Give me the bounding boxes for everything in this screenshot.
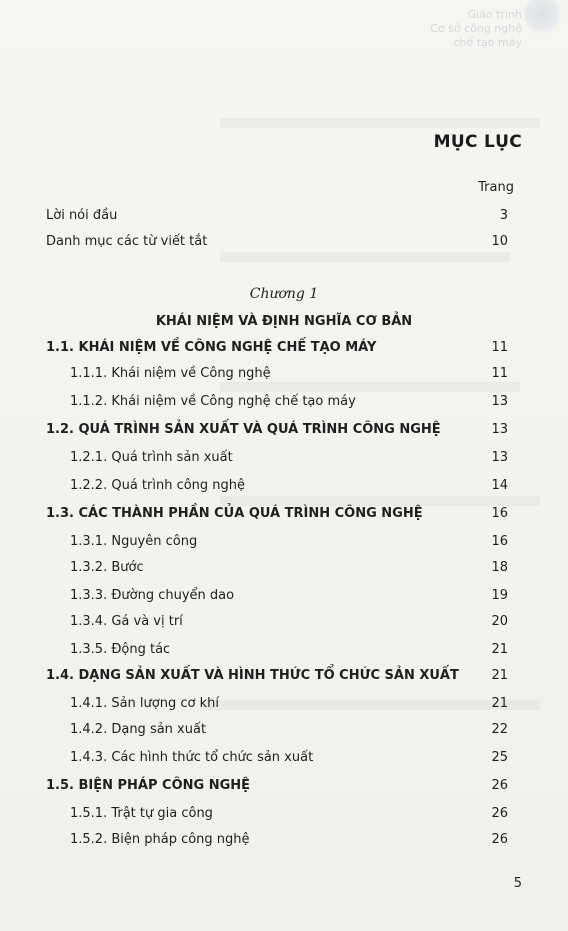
toc-entry-page: 26 [491,832,508,847]
toc-entry-page: 11 [491,340,508,355]
header-line-1: Giáo trình [467,8,522,21]
toc-entry-label: 1.4. DẠNG SẢN XUẤT VÀ HÌNH THỨC TỔ CHỨC SẢN XUẤT [46,668,459,683]
toc-entry-page: 18 [491,560,508,575]
toc-entry-label: 1.1. KHÁI NIỆM VỀ CÔNG NGHỆ CHẾ TẠO MÁY [46,340,377,355]
toc-entry-label: 1.4.3. Các hình thức tổ chức sản xuất [70,750,314,765]
toc-entry[interactable] [46,830,508,850]
toc-entry-label: 1.3. CÁC THÀNH PHẦN CỦA QUÁ TRÌNH CÔNG NGHỆ [46,506,423,521]
toc-entry[interactable] [46,804,508,824]
toc-entry-label: 1.5. BIỆN PHÁP CÔNG NGHỆ [46,778,251,793]
toc-entry-abbreviations[interactable] [46,232,508,252]
toc-entry-page: 11 [491,366,508,381]
toc-entry-label: Lời nói đầu [46,208,118,223]
toc-entry-label: 1.2.2. Quá trình công nghệ [70,478,246,493]
toc-entry[interactable] [46,392,508,412]
toc-entry-page: 22 [491,722,508,737]
toc-entry-page: 26 [491,806,508,821]
toc-entry-label: 1.5.2. Biện pháp công nghệ [70,832,250,847]
toc-entry-label: 1.5.1. Trật tự gia công [70,806,213,821]
bleed-through-line [220,118,540,128]
toc-entry-page: 26 [491,778,508,793]
toc-entry-label: 1.4.2. Dạng sản xuất [70,722,207,737]
toc-entry-page: 21 [491,642,508,657]
toc-entry-label: 1.1.1. Khái niệm về Công nghệ [70,366,271,381]
toc-entry-page: 16 [491,506,508,521]
toc-entry-label: 1.1.2. Khái niệm về Công nghệ chế tạo máy [70,394,356,409]
toc-entry[interactable] [46,532,508,552]
header-watermark [418,0,568,48]
toc-entry-page: 20 [491,614,508,629]
toc-entry-page: 14 [491,478,508,493]
toc-entry-page: 10 [491,234,508,249]
toc-entry[interactable] [46,338,508,358]
toc-entry[interactable] [46,420,508,440]
toc-entry[interactable] [46,694,508,714]
toc-entry-page: 21 [491,668,508,683]
page-column-label: Trang [478,180,514,195]
toc-entry[interactable] [46,448,508,468]
chapter-name: Chương 1 [249,286,319,302]
toc-entry[interactable] [46,364,508,384]
toc-entry[interactable] [46,640,508,660]
toc-entry-label: 1.2. QUÁ TRÌNH SẢN XUẤT VÀ QUÁ TRÌNH CÔNG NGHỆ [46,422,441,437]
toc-entry[interactable] [46,666,508,686]
bleed-through-line [220,252,510,262]
header-line-2: Cơ sở công nghệ chế tạo máy [430,22,522,49]
toc-entry-label: 1.3.1. Nguyên công [70,534,198,549]
toc-entry-label: 1.3.5. Động tác [70,642,171,657]
toc-entry[interactable] [46,558,508,578]
toc-entry-page: 13 [491,422,508,437]
toc-entry-label: 1.3.3. Đường chuyển dao [70,588,235,603]
toc-entry-page: 3 [499,208,508,223]
toc-entry[interactable] [46,776,508,796]
emblem-icon [522,0,562,34]
toc-entry-page: 21 [491,696,508,711]
toc-entry-page: 16 [491,534,508,549]
toc-entry[interactable] [46,748,508,768]
toc-entry-page: 19 [491,588,508,603]
toc-entry-preface[interactable] [46,206,508,226]
toc-entry-page: 13 [491,450,508,465]
toc-entry[interactable] [46,504,508,524]
chapter-title: KHÁI NIỆM VÀ ĐỊNH NGHĨA CƠ BẢN [155,314,413,329]
toc-entry[interactable] [46,586,508,606]
toc-entry-page: 13 [491,394,508,409]
toc-title: MỤC LỤC [433,132,522,152]
toc-entry-label: 1.2.1. Quá trình sản xuất [70,450,233,465]
toc-entry-label: 1.3.4. Gá và vị trí [70,614,183,629]
toc-entry-label: 1.4.1. Sản lượng cơ khí [70,696,219,711]
toc-entry[interactable] [46,612,508,632]
toc-entry-label: 1.3.2. Bước [70,560,144,575]
toc-entry[interactable] [46,720,508,740]
toc-entry-page: 25 [491,750,508,765]
toc-entry-label: Danh mục các từ viết tắt [46,234,208,249]
page-number: 5 [513,876,522,891]
toc-entry[interactable] [46,476,508,496]
